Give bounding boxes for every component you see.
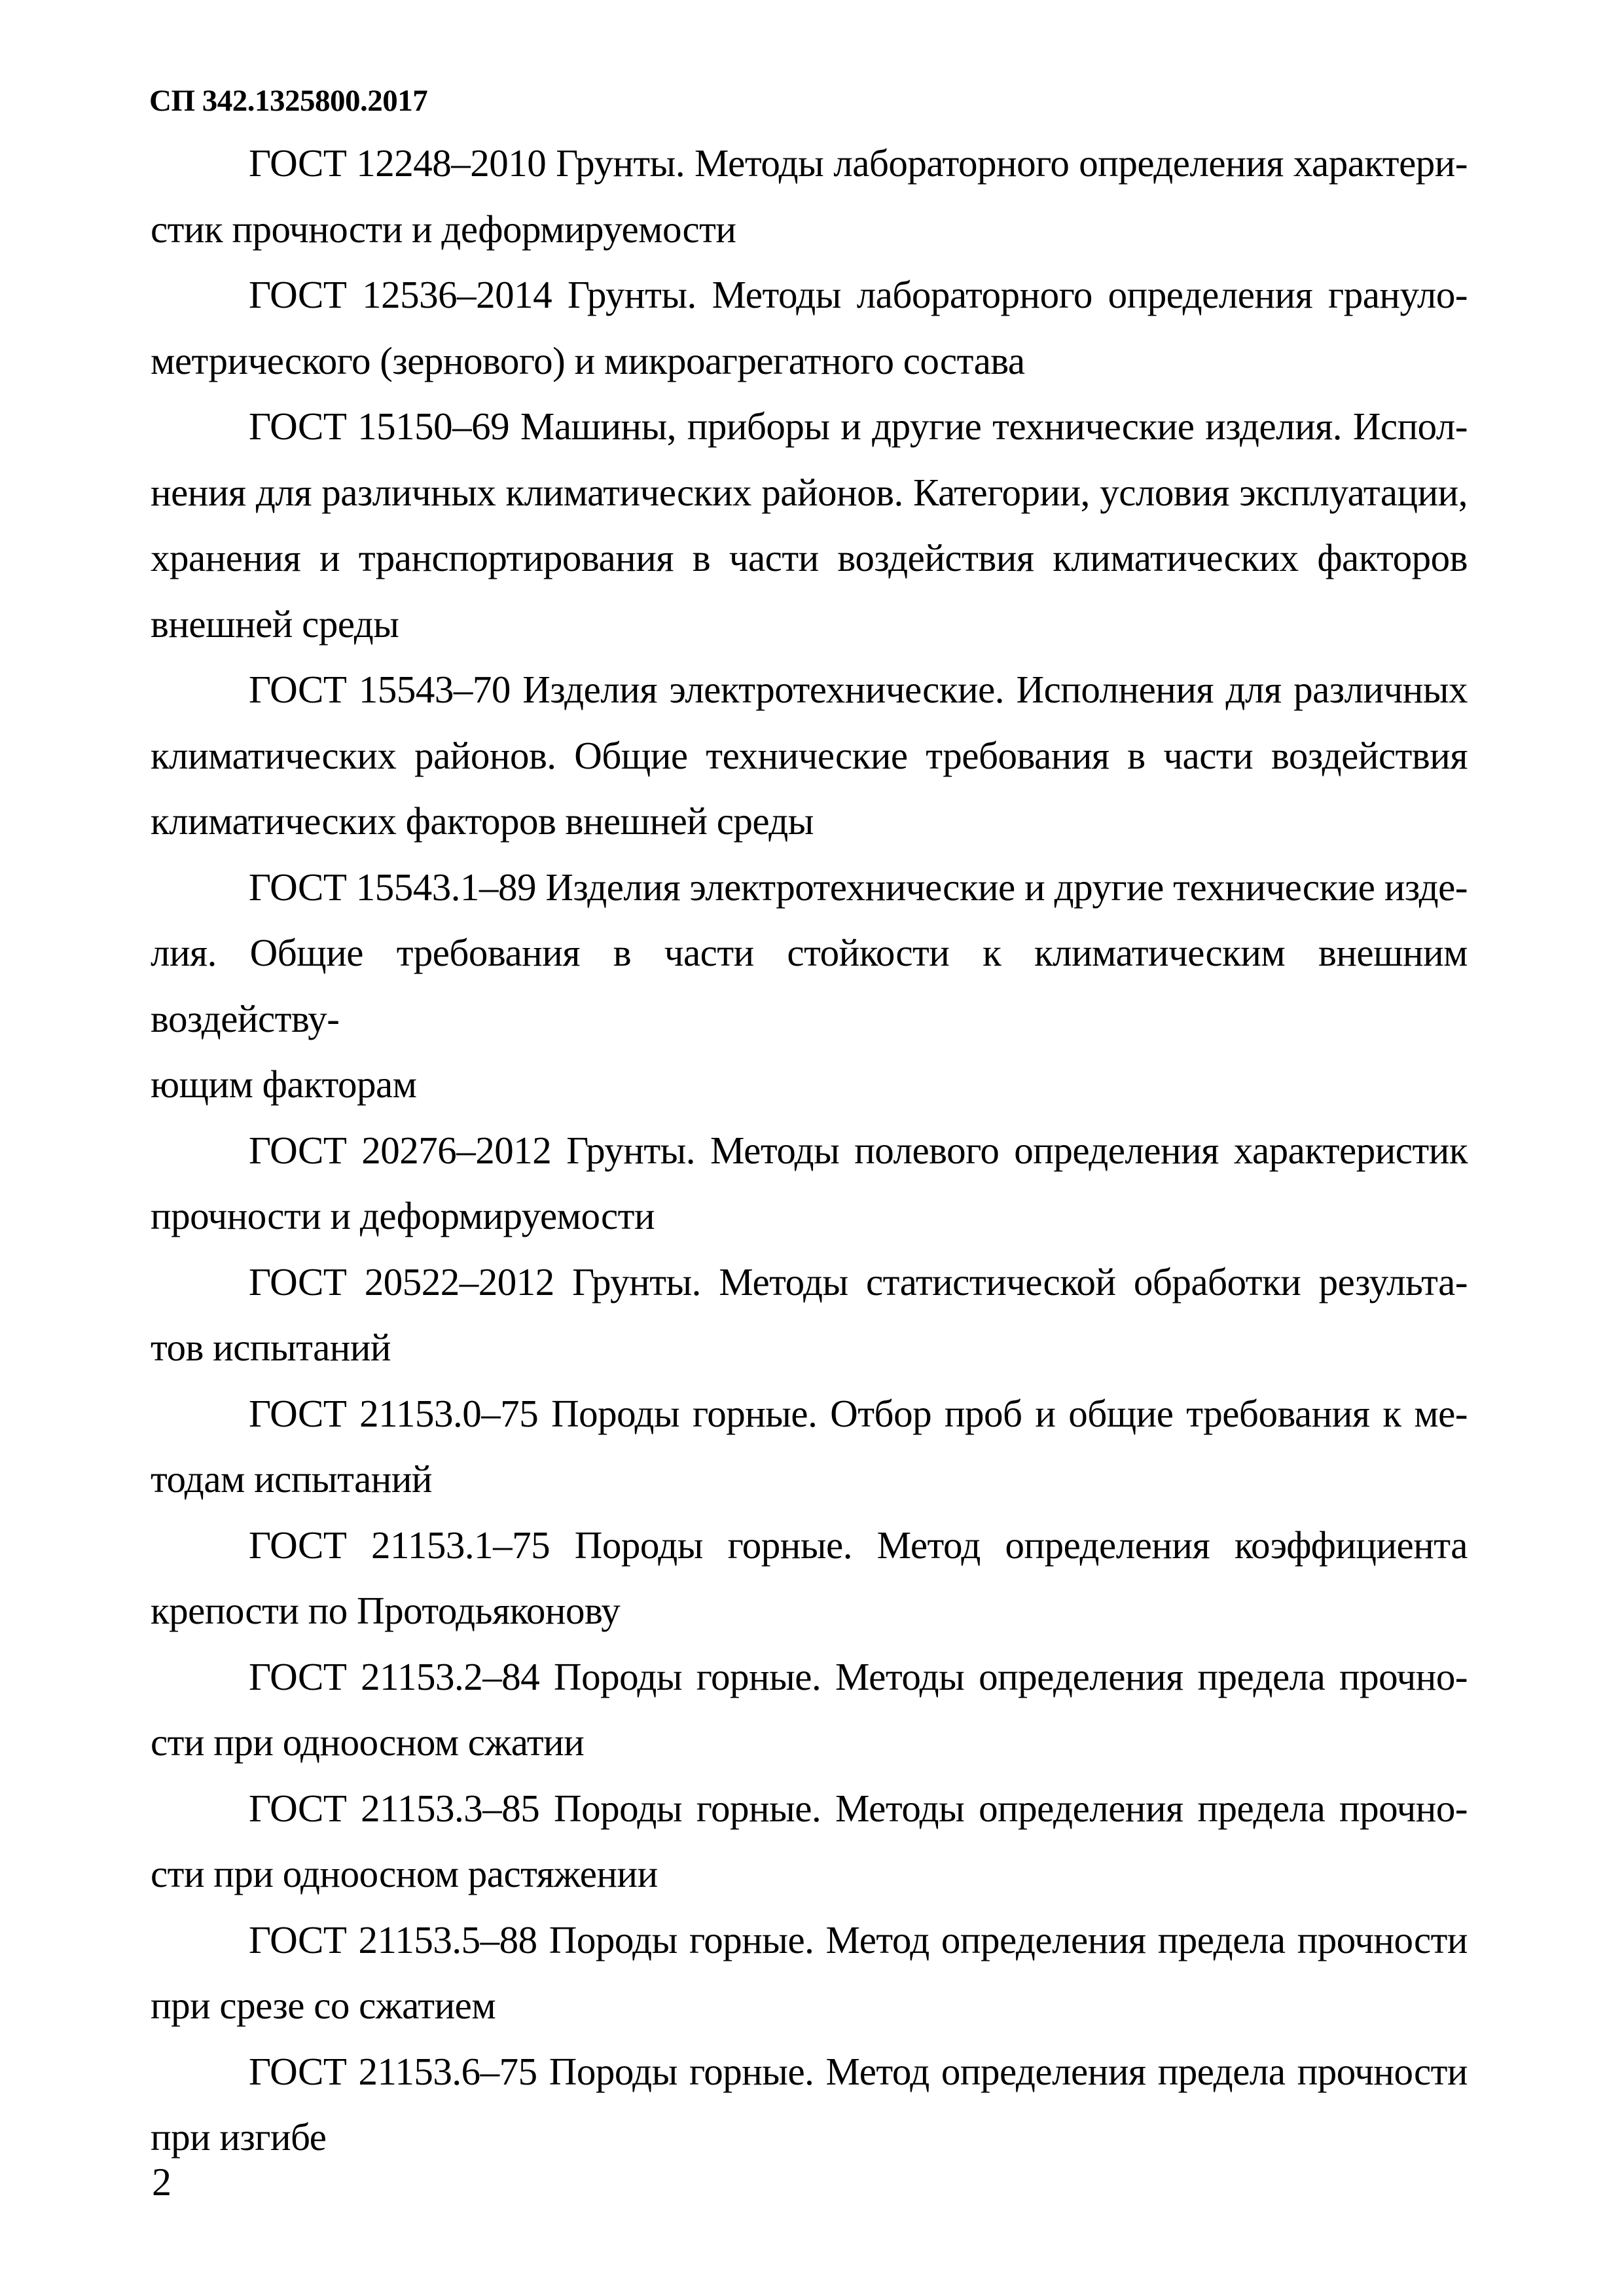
gost-paragraph bbox=[151, 854, 1468, 1118]
gost-paragraph bbox=[151, 1776, 1468, 1907]
text-line: сти при одноосном растяжении bbox=[151, 1852, 658, 1895]
gost-paragraph bbox=[151, 1512, 1468, 1644]
text-line: ГОСТ 20276–2012 Грунты. Методы полевого определения характеристик bbox=[249, 1128, 1468, 1172]
text-line: ГОСТ 12248–2010 Грунты. Методы лабораторного определения характери- bbox=[249, 141, 1468, 185]
gost-paragraph bbox=[151, 262, 1468, 393]
text-line: крепости по Протодьяконову bbox=[151, 1589, 621, 1632]
text-line: ГОСТ 15543.1–89 Изделия электротехнические и другие технические изде- bbox=[249, 865, 1468, 909]
text-line: внешней среды bbox=[151, 602, 399, 646]
page-number: 2 bbox=[152, 2160, 171, 2204]
text-line: лия. Общие требования в части стойкости к климатическим внешним воздейству- bbox=[151, 931, 1468, 1040]
gost-paragraph bbox=[151, 1249, 1468, 1381]
text-line: ГОСТ 12536–2014 Грунты. Методы лабораторного определения грануло- bbox=[249, 273, 1468, 316]
text-line: стик прочности и деформируемости bbox=[151, 207, 736, 251]
gost-paragraph bbox=[151, 2039, 1468, 2170]
gost-paragraph bbox=[151, 130, 1468, 262]
text-line: ющим факторам bbox=[151, 1063, 417, 1106]
text-line: ГОСТ 21153.1–75 Породы горные. Метод определения коэффициента bbox=[249, 1523, 1468, 1567]
text-line: при срезе со сжатием bbox=[151, 1984, 496, 2027]
gost-paragraph bbox=[151, 393, 1468, 657]
text-line: ГОСТ 15543–70 Изделия электротехнические. Исполнения для различных bbox=[249, 668, 1468, 711]
document-code: СП 342.1325800.2017 bbox=[149, 84, 428, 118]
text-line: ГОСТ 21153.5–88 Породы горные. Метод определения предела прочности bbox=[249, 1918, 1468, 1961]
text-line: тов испытаний bbox=[151, 1326, 391, 1369]
document-body bbox=[151, 130, 1468, 2170]
text-line: при изгибе bbox=[151, 2115, 327, 2159]
gost-paragraph bbox=[151, 1381, 1468, 1512]
text-line: ГОСТ 21153.6–75 Породы горные. Метод определения предела прочности bbox=[249, 2049, 1468, 2093]
gost-paragraph bbox=[151, 657, 1468, 854]
text-line: ГОСТ 21153.0–75 Породы горные. Отбор проб и общие требования к ме- bbox=[249, 1391, 1468, 1435]
gost-paragraph bbox=[151, 1644, 1468, 1776]
gost-paragraph bbox=[151, 1907, 1468, 2039]
text-line: прочности и деформируемости bbox=[151, 1194, 655, 1237]
text-line: сти при одноосном сжатии bbox=[151, 1721, 585, 1764]
text-line: метрического (зернового) и микроагрегатного состава bbox=[151, 338, 1025, 382]
text-line: климатических районов. Общие технические требования в части воздействия bbox=[151, 733, 1468, 777]
text-line: ГОСТ 20522–2012 Грунты. Методы статистической обработки результа- bbox=[249, 1260, 1468, 1303]
gost-paragraph bbox=[151, 1118, 1468, 1249]
text-line: нения для различных климатических районов. Категории, условия эксплуатации, bbox=[151, 470, 1468, 514]
text-line: ГОСТ 15150–69 Машины, приборы и другие технические изделия. Испол- bbox=[249, 405, 1468, 448]
text-line: климатических факторов внешней среды bbox=[151, 799, 814, 843]
text-line: тодам испытаний bbox=[151, 1457, 432, 1501]
text-line: ГОСТ 21153.3–85 Породы горные. Методы определения предела прочно- bbox=[249, 1786, 1468, 1830]
text-line: ГОСТ 21153.2–84 Породы горные. Методы определения предела прочно- bbox=[249, 1654, 1468, 1698]
text-line: хранения и транспортирования в части воздействия климатических факторов bbox=[151, 536, 1468, 579]
